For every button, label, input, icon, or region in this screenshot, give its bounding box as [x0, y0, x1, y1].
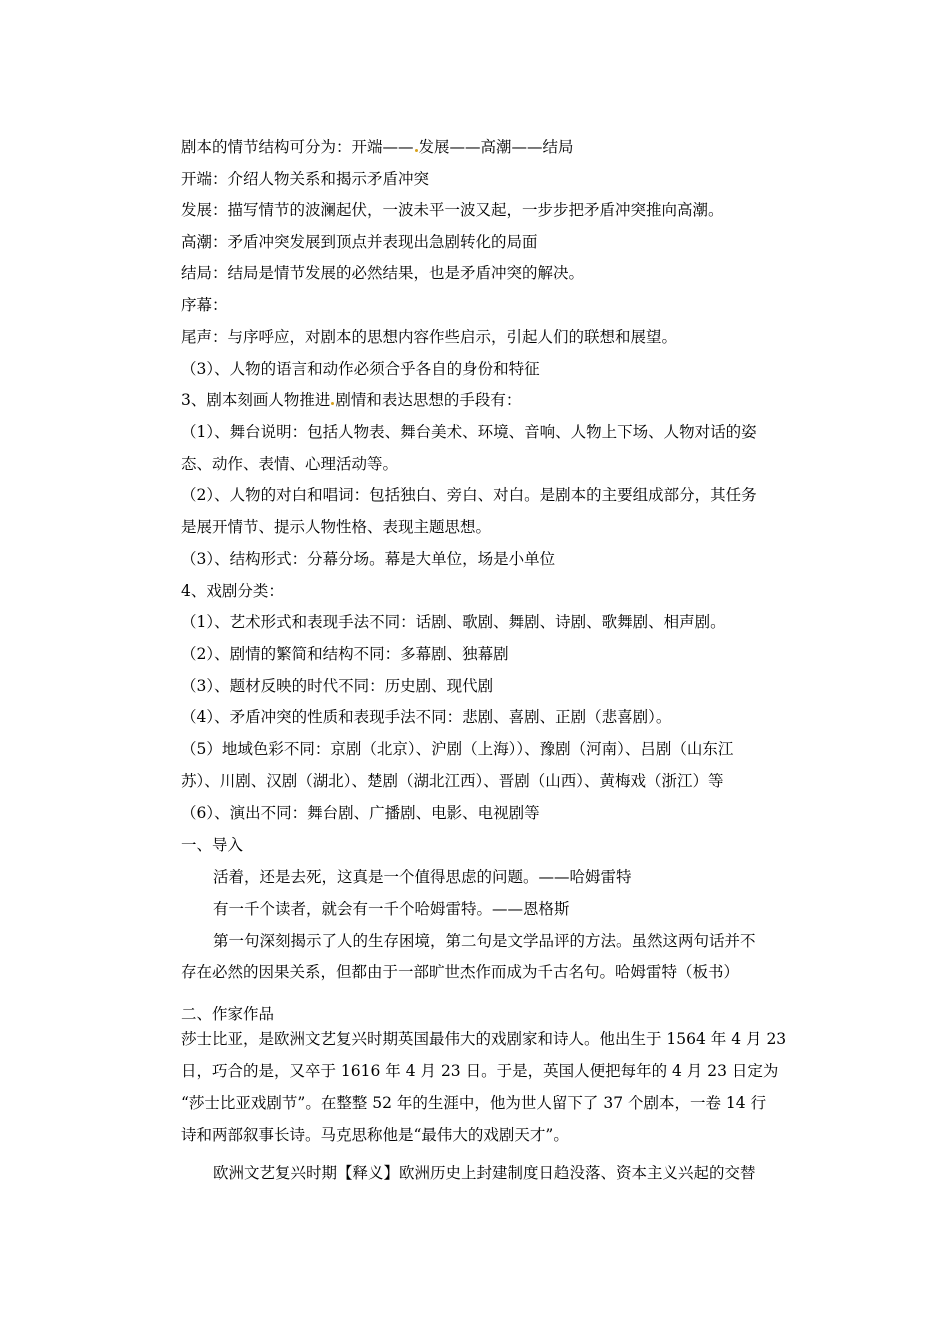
text-line: 开端：介绍人物关系和揭示矛盾冲突 — [181, 170, 430, 188]
text-line: 高潮：矛盾冲突发展到顶点并表现出急剧转化的局面 — [181, 233, 538, 251]
section-heading: 一、导入 — [181, 836, 244, 854]
text-line: 欧洲文艺复兴时期【释义】欧洲历史上封建制度日趋没落、资本主义兴起的交替 — [213, 1164, 756, 1182]
marker-dot — [415, 149, 418, 152]
text-line: （3）、题材反映的时代不同：历史剧、现代剧 — [181, 677, 494, 695]
text-line: 第一句深刻揭示了人的生存困境，第二句是文学品评的方法。虽然这两句话并不 — [213, 932, 756, 950]
text-line: （1）、艺术形式和表现手法不同：话剧、歌剧、舞剧、诗剧、歌舞剧、相声剧。 — [181, 613, 726, 631]
text-line: 结局：结局是情节发展的必然结果，也是矛盾冲突的解决。 — [181, 264, 585, 282]
text-segment: 剧情和表达思想的手段有： — [335, 391, 522, 409]
text-line: “莎士比亚戏剧节”。在整整 52 年的生涯中，他为世人留下了 37 个剧本，一卷 14 行 — [181, 1094, 767, 1112]
text-line: （6）、演出不同：舞台剧、广播剧、电影、电视剧等 — [181, 804, 540, 822]
text-line: （5）地域色彩不同：京剧（北京）、沪剧（上海））、豫剧（河南）、吕剧（山东江 — [181, 740, 734, 758]
text-line: 苏）、川剧、汉剧（湖北）、楚剧（湖北江西）、晋剧（山西）、黄梅戏（浙江）等 — [181, 772, 724, 790]
text-line: 诗和两部叙事长诗。马克思称他是“最伟大的戏剧天才”。 — [181, 1126, 569, 1144]
marker-dot — [331, 402, 334, 405]
text-line — [181, 137, 821, 157]
text-segment: 3、剧本刻画人物推进 — [181, 391, 331, 409]
text-line: （3）、结构形式：分幕分场。幕是大单位，场是小单位 — [181, 550, 556, 568]
text-segment: 剧本的情节结构可分为：开端—— — [181, 138, 414, 156]
text-line: 4、戏剧分类： — [181, 582, 284, 600]
text-line — [181, 390, 821, 410]
text-line: 尾声：与序呼应，对剧本的思想内容作些启示，引起人们的联想和展望。 — [181, 328, 678, 346]
text-line: （2）、人物的对白和唱词：包括独白、旁白、对白。是剧本的主要组成部分，其任务 — [181, 486, 757, 504]
text-line: 存在必然的因果关系，但都由于一部旷世杰作而成为千古名句。哈姆雷特（板书） — [181, 963, 740, 981]
text-line: 态、动作、表情、心理活动等。 — [181, 455, 399, 473]
text-line: （1）、舞台说明：包括人物表、舞台美术、环境、音响、人物上下场、人物对话的姿 — [181, 423, 757, 441]
text-line: （4）、矛盾冲突的性质和表现手法不同：悲剧、喜剧、正剧（悲喜剧）。 — [181, 708, 672, 726]
quote-line: 活着，还是去死，这真是一个值得思虑的问题。——哈姆雷特 — [213, 868, 632, 886]
text-line: 是展开情节、提示人物性格、表现主题思想。 — [181, 518, 492, 536]
text-line: （3）、人物的语言和动作必须合乎各自的身份和特征 — [181, 360, 540, 378]
text-line: 发展：描写情节的波澜起伏，一波未平一波又起，一步步把矛盾冲突推向高潮。 — [181, 201, 724, 219]
text-line: （2）、剧情的繁简和结构不同：多幕剧、独幕剧 — [181, 645, 509, 663]
quote-line: 有一千个读者，就会有一千个哈姆雷特。——恩格斯 — [213, 900, 570, 918]
text-segment: 发展——高潮——结局 — [418, 138, 574, 156]
text-line: 序幕： — [181, 296, 228, 314]
section-heading: 二、作家作品 — [181, 1005, 275, 1023]
text-line: 日，巧合的是，又卒于 1616 年 4 月 23 日。于是，英国人便把每年的 4 月 23 日定为 — [181, 1062, 779, 1080]
text-line: 莎士比亚，是欧洲文艺复兴时期英国最伟大的戏剧家和诗人。他出生于 1564 年 4 月 23 — [181, 1030, 787, 1048]
